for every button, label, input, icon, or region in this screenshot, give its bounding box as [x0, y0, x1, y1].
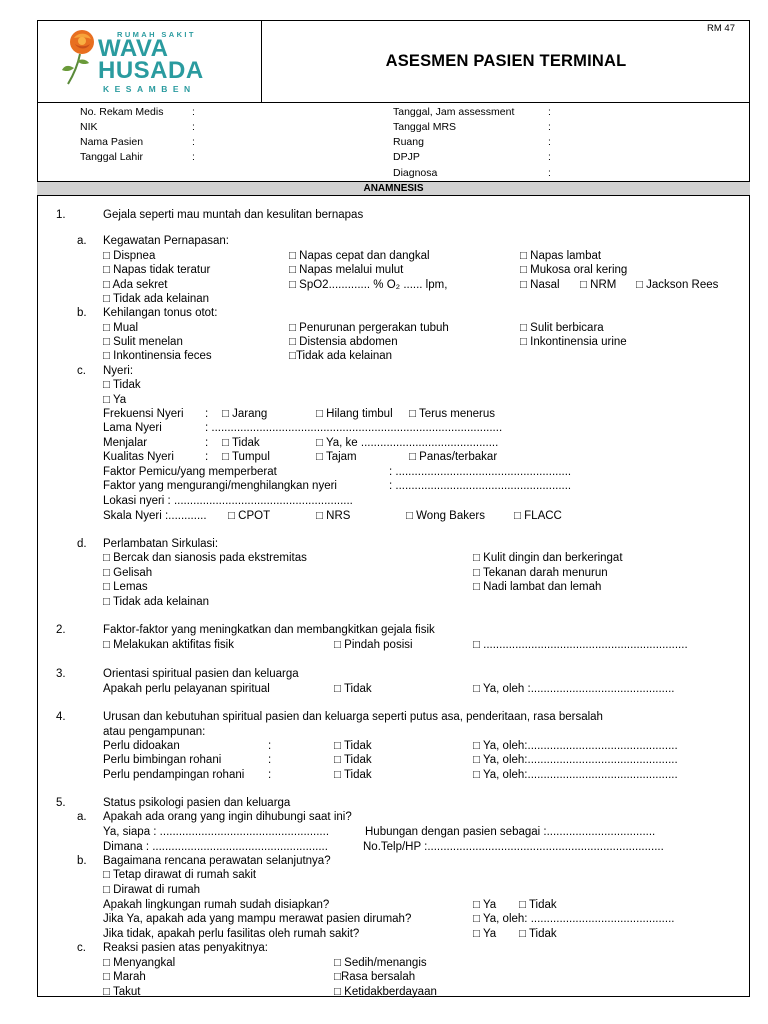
q3-number: 3.: [56, 668, 66, 680]
checkbox-didoakan-tidak[interactable]: □ Tidak: [334, 740, 372, 752]
checkbox-ada-sekret[interactable]: □ Ada sekret: [103, 279, 168, 291]
checkbox-sulit-berbicara[interactable]: □ Sulit berbicara: [520, 322, 604, 334]
checkbox-kulit-dingin[interactable]: □ Kulit dingin dan berkeringat: [473, 552, 623, 564]
form-title: ASESMEN PASIEN TERMINAL: [385, 52, 627, 70]
label-fasilitas-rs: Jika tidak, apakah perlu fasilitas oleh rumah sakit?: [103, 928, 360, 940]
sep: :: [548, 167, 551, 179]
q5-number: 5.: [56, 797, 66, 809]
checkbox-inkontinensia-feces[interactable]: □ Inkontinensia feces: [103, 350, 212, 362]
label-faktor-pengurang: Faktor yang mengurangi/menghilangkan nyeri: [103, 480, 337, 492]
checkbox-tajam[interactable]: □ Tajam: [316, 451, 357, 463]
checkbox-napas-cepat[interactable]: □ Napas cepat dan dangkal: [289, 250, 430, 262]
checkbox-panas-terbakar[interactable]: □ Panas/terbakar: [409, 451, 498, 463]
checkbox-nyeri-tidak[interactable]: □ Tidak: [103, 379, 141, 391]
label-perlu-didoakan: Perlu didoakan: [103, 740, 180, 752]
form-code: RM 47: [707, 23, 735, 34]
q1-text: Gejala seperti mau muntah dan kesulitan bernapas: [103, 209, 364, 221]
q1b-title: Kehilangan tonus otot:: [103, 307, 218, 319]
input-skala-nyeri[interactable]: Skala Nyeri :............: [103, 510, 207, 522]
sep: :: [548, 121, 551, 133]
label-menjalar: Menjalar: [103, 437, 148, 449]
label-mampu-merawat: Jika Ya, apakah ada yang mampu merawat pasien dirumah?: [103, 913, 412, 925]
checkbox-cpot[interactable]: □ CPOT: [228, 510, 271, 522]
q4-text2: atau pengampunan:: [103, 726, 206, 738]
checkbox-mampu-ya-oleh[interactable]: □ Ya, oleh: .............................................: [473, 913, 675, 925]
checkbox-penurunan-pergerakan[interactable]: □ Penurunan pergerakan tubuh: [289, 322, 449, 334]
q5b-letter: b.: [77, 855, 87, 867]
checkbox-tumpul[interactable]: □ Tumpul: [222, 451, 270, 463]
input-telp[interactable]: No.Telp/HP :..........................................................................: [363, 841, 664, 853]
sep: :: [205, 451, 209, 463]
q1b-letter: b.: [77, 307, 87, 319]
checkbox-takut[interactable]: □ Takut: [103, 986, 141, 998]
checkbox-tidak-ada-kelainan-b[interactable]: □Tidak ada kelainan: [289, 350, 393, 362]
checkbox-terus-menerus[interactable]: □ Terus menerus: [409, 408, 496, 420]
sep: :: [548, 106, 551, 118]
checkbox-spo2[interactable]: □ SpO2............. % O₂ ...... lpm,: [289, 279, 448, 291]
q4-number: 4.: [56, 711, 66, 723]
q4-text: Urusan dan kebutuhan spiritual pasien dan keluarga seperti putus asa, penderitaan, rasa bersalah: [103, 711, 603, 723]
sep: :: [205, 437, 209, 449]
q5-text: Status psikologi pasien dan keluarga: [103, 797, 291, 809]
logo-wava: WAVA: [98, 35, 169, 62]
checkbox-wong-bakers[interactable]: □ Wong Bakers: [406, 510, 485, 522]
checkbox-nrs[interactable]: □ NRS: [316, 510, 351, 522]
checkbox-ketidakberdayaan[interactable]: □ Ketidakberdayaan: [334, 986, 437, 998]
q5a-title: Apakah ada orang yang ingin dihubungi saat ini?: [103, 811, 352, 823]
q1d-title: Perlambatan Sirkulasi:: [103, 538, 219, 550]
input-dimana[interactable]: Dimana : .......................................................: [103, 841, 328, 853]
label-no-rekam-medis: No. Rekam Medis: [80, 106, 164, 118]
q5c-title: Reaksi pasien atas penyakitnya:: [103, 942, 268, 954]
input-faktor-pengurang[interactable]: : .......................................................: [389, 480, 572, 492]
input-lokasi-nyeri[interactable]: Lokasi nyeri : ........................................................: [103, 495, 353, 507]
checkbox-jackson-rees[interactable]: □ Jackson Rees: [636, 279, 719, 291]
logo-rumah-sakit: RUMAH SAKIT: [117, 30, 196, 39]
checkbox-sedih-menangis[interactable]: □ Sedih/menangis: [334, 957, 427, 969]
q1-number: 1.: [56, 209, 66, 221]
checkbox-lingkungan-ya[interactable]: □ Ya: [473, 899, 497, 911]
logo-husada: HUSADA: [98, 57, 204, 84]
checkbox-tekanan-darah-menurun[interactable]: □ Tekanan darah menurun: [473, 567, 608, 579]
checkbox-fasilitas-tidak[interactable]: □ Tidak: [519, 928, 557, 940]
checkbox-bimbingan-ya[interactable]: □ Ya, oleh:...............................................: [473, 754, 678, 766]
checkbox-nasal[interactable]: □ Nasal: [520, 279, 560, 291]
sep: :: [192, 106, 195, 118]
checkbox-nadi-lambat[interactable]: □ Nadi lambat dan lemah: [473, 581, 602, 593]
checkbox-aktifitas-fisik[interactable]: □ Melakukan aktifitas fisik: [103, 639, 234, 651]
checkbox-spiritual-tidak[interactable]: □ Tidak: [334, 683, 372, 695]
label-perlu-pendampingan: Perlu pendampingan rohani: [103, 769, 245, 781]
checkbox-tetap-dirawat[interactable]: □ Tetap dirawat di rumah sakit: [103, 869, 257, 881]
checkbox-distensia-abdomen[interactable]: □ Distensia abdomen: [289, 336, 398, 348]
checkbox-pindah-posisi[interactable]: □ Pindah posisi: [334, 639, 413, 651]
sep: :: [192, 136, 195, 148]
sep: :: [548, 136, 551, 148]
checkbox-lainnya-q2[interactable]: □ ................................................................: [473, 639, 688, 651]
checkbox-didoakan-ya[interactable]: □ Ya, oleh:...............................................: [473, 740, 678, 752]
sep: :: [192, 151, 195, 163]
checkbox-marah[interactable]: □ Marah: [103, 971, 146, 983]
label-ruang: Ruang: [393, 136, 424, 148]
q3-sub: Apakah perlu pelayanan spiritual: [103, 683, 270, 695]
checkbox-nrm[interactable]: □ NRM: [580, 279, 617, 291]
input-ya-siapa[interactable]: Ya, siapa : .....................................................: [103, 826, 330, 838]
checkbox-rasa-bersalah[interactable]: □Rasa bersalah: [334, 971, 416, 983]
label-lingkungan-rumah: Apakah lingkungan rumah sudah disiapkan?: [103, 899, 330, 911]
section-title-anamnesis: ANAMNESIS: [363, 183, 424, 194]
input-faktor-pemicu[interactable]: : .......................................................: [389, 466, 572, 478]
q1c-title: Nyeri:: [103, 365, 134, 377]
label-perlu-bimbingan: Perlu bimbingan rohani: [103, 754, 222, 766]
checkbox-dirawat-di-rumah[interactable]: □ Dirawat di rumah: [103, 884, 201, 896]
label-nama-pasien: Nama Pasien: [80, 136, 144, 148]
checkbox-menyangkal[interactable]: □ Menyangkal: [103, 957, 176, 969]
sep: :: [268, 740, 272, 752]
checkbox-spiritual-ya[interactable]: □ Ya, oleh :.............................................: [473, 683, 675, 695]
checkbox-pendampingan-ya[interactable]: □ Ya, oleh:...............................................: [473, 769, 678, 781]
logo-kesamben: KESAMBEN: [103, 84, 196, 94]
q5c-letter: c.: [77, 942, 86, 954]
rose-icon: [60, 28, 100, 88]
label-kualitas-nyeri: Kualitas Nyeri: [103, 451, 174, 463]
checkbox-lingkungan-tidak[interactable]: □ Tidak: [519, 899, 557, 911]
sep: :: [268, 754, 272, 766]
label-frekuensi-nyeri: Frekuensi Nyeri: [103, 408, 184, 420]
q5b-title: Bagaimana rencana perawatan selanjutnya?: [103, 855, 331, 867]
checkbox-tidak-ada-kelainan-d[interactable]: □ Tidak ada kelainan: [103, 596, 210, 608]
label-tanggal-lahir: Tanggal Lahir: [80, 151, 144, 163]
q5a-letter: a.: [77, 811, 87, 823]
label-dpjp: DPJP: [393, 151, 420, 163]
checkbox-hilang-timbul[interactable]: □ Hilang timbul: [316, 408, 393, 420]
q2-text: Faktor-faktor yang meningkatkan dan membangkitkan gejala fisik: [103, 624, 435, 636]
sep: :: [548, 151, 551, 163]
checkbox-bimbingan-tidak[interactable]: □ Tidak: [334, 754, 372, 766]
input-lama-nyeri[interactable]: : ...........................................................................................: [205, 422, 503, 434]
checkbox-jarang[interactable]: □ Jarang: [222, 408, 268, 420]
q2-number: 2.: [56, 624, 66, 636]
sep: :: [192, 121, 195, 133]
checkbox-nyeri-ya[interactable]: □ Ya: [103, 394, 127, 406]
q1c-letter: c.: [77, 365, 86, 377]
checkbox-menjalar-ya[interactable]: □ Ya, ke ...........................................: [316, 437, 499, 449]
checkbox-dispnea[interactable]: □ Dispnea: [103, 250, 156, 262]
label-nik: NIK: [80, 121, 98, 133]
q1a-letter: a.: [77, 235, 87, 247]
checkbox-mukosa-oral-kering[interactable]: □ Mukosa oral kering: [520, 264, 628, 276]
checkbox-gelisah[interactable]: □ Gelisah: [103, 567, 153, 579]
q1d-letter: d.: [77, 538, 87, 550]
label-tanggal-jam-assessment: Tanggal, Jam assessment: [393, 106, 515, 118]
input-hubungan[interactable]: Hubungan dengan pasien sebagai :..................................: [365, 826, 656, 838]
checkbox-napas-lambat[interactable]: □ Napas lambat: [520, 250, 602, 262]
q1a-title: Kegawatan Pernapasan:: [103, 235, 229, 247]
sep: :: [268, 769, 272, 781]
sep: :: [205, 408, 209, 420]
label-diagnosa: Diagnosa: [393, 167, 438, 179]
checkbox-napas-tidak-teratur[interactable]: □ Napas tidak teratur: [103, 264, 211, 276]
checkbox-mual[interactable]: □ Mual: [103, 322, 139, 334]
q3-text: Orientasi spiritual pasien dan keluarga: [103, 668, 299, 680]
checkbox-inkontinensia-urine[interactable]: □ Inkontinensia urine: [520, 336, 627, 348]
checkbox-bercak-sianosis[interactable]: □ Bercak dan sianosis pada ekstremitas: [103, 552, 307, 564]
checkbox-napas-melalui-mulut[interactable]: □ Napas melalui mulut: [289, 264, 404, 276]
label-lama-nyeri: Lama Nyeri: [103, 422, 162, 434]
label-faktor-pemicu: Faktor Pemicu/yang memperberat: [103, 466, 277, 478]
checkbox-pendampingan-tidak[interactable]: □ Tidak: [334, 769, 372, 781]
checkbox-tidak-ada-kelainan[interactable]: □ Tidak ada kelainan: [103, 293, 210, 305]
checkbox-sulit-menelan[interactable]: □ Sulit menelan: [103, 336, 183, 348]
checkbox-flacc[interactable]: □ FLACC: [514, 510, 562, 522]
label-tanggal-mrs: Tanggal MRS: [393, 121, 457, 133]
checkbox-lemas[interactable]: □ Lemas: [103, 581, 148, 593]
checkbox-fasilitas-ya[interactable]: □ Ya: [473, 928, 497, 940]
checkbox-menjalar-tidak[interactable]: □ Tidak: [222, 437, 260, 449]
